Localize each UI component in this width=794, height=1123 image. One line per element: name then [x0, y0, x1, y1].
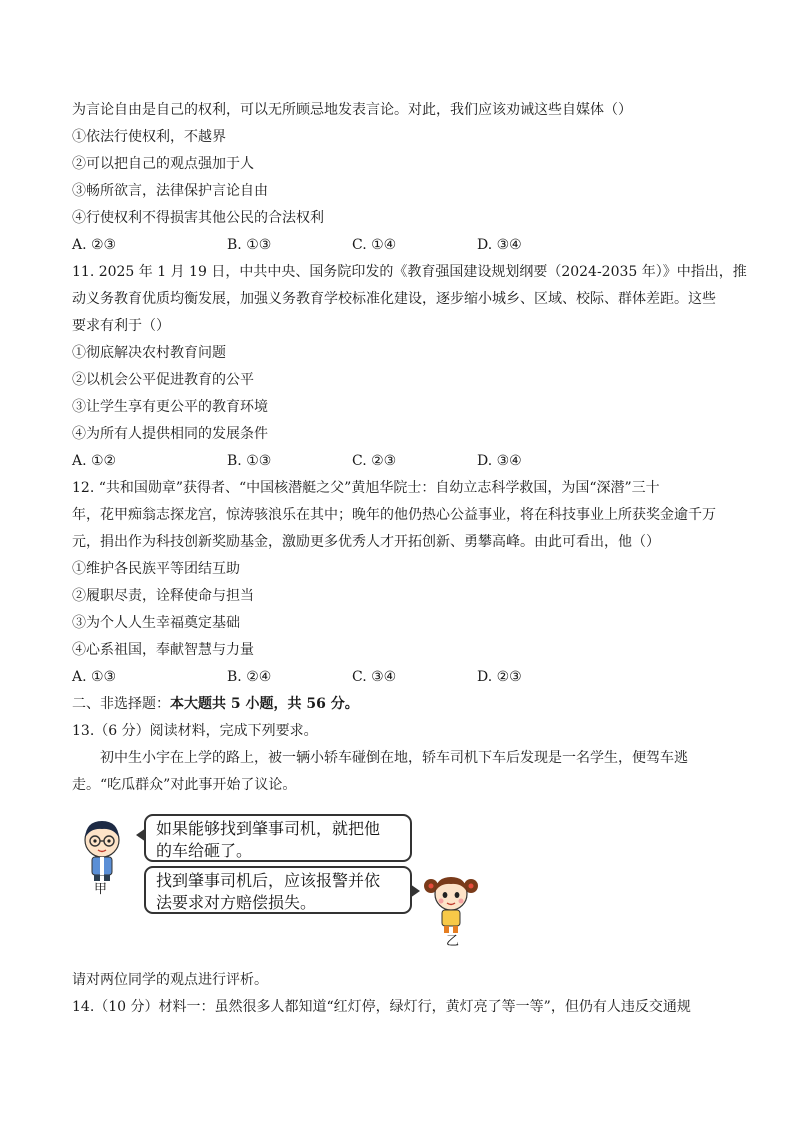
q12-option-c: C. ③④ — [352, 669, 397, 685]
q11-item-4: ④为所有人提供相同的发展条件 — [72, 426, 268, 442]
q11-item-1: ①彻底解决农村教育问题 — [72, 345, 226, 361]
q11-stem-line-1: 11. 2025 年 1 月 19 日，中共中央、国务院印发的《教育强国建设规划纲要（2024-2035 年）》中指出，推 — [72, 264, 747, 280]
q12-stem-line-1: 12. “共和国勋章”获得者、“中国核潜艇之父”黄旭华院士：自幼立志科学救国，为国“深潜”三十 — [72, 480, 660, 496]
q10-item-2: ②可以把自己的观点强加于人 — [72, 156, 254, 172]
q12-item-3: ③为个人人生幸福奠定基础 — [72, 615, 240, 631]
label-jia: 甲 — [94, 882, 108, 897]
q11-options — [72, 451, 632, 471]
q10-option-b: B. ①③ — [227, 237, 272, 253]
q13-material-line-2: 走。“吃瓜群众”对此事开始了议论。 — [72, 777, 297, 793]
bubble-yi-line-2: 法要求对方赔偿损失。 — [156, 893, 317, 912]
q11-stem-line-3: 要求有利于（） — [72, 318, 170, 334]
q12-option-b: B. ②④ — [227, 669, 272, 685]
q11-option-c: C. ②③ — [352, 453, 397, 469]
boy-avatar-icon — [78, 818, 126, 882]
q13-stem: 13.（6 分）阅读材料，完成下列要求。 — [72, 723, 318, 739]
q11-option-b: B. ①③ — [227, 453, 272, 469]
q13-illustration — [70, 808, 490, 953]
q12-stem-line-3: 元，捐出作为科技创新奖励基金，激励更多优秀人才开拓创新、勇攀高峰。由此可看出，他（） — [72, 534, 660, 550]
q10-item-4: ④行使权利不得损害其他公民的合法权利 — [72, 210, 324, 226]
q10-option-c: C. ①④ — [352, 237, 397, 253]
section-heading — [72, 694, 359, 714]
q11-option-a: A. ①② — [72, 453, 117, 469]
q12-stem-line-2: 年，花甲痴翁志探龙宫，惊涛骇浪乐在其中；晚年的他仍热心公益事业，将在科技事业上所获奖金逾千万 — [72, 507, 716, 523]
q10-option-a: A. ②③ — [72, 237, 117, 253]
q10-option-d: D. ③④ — [477, 237, 522, 253]
q11-item-2: ②以机会公平促进教育的公平 — [72, 372, 254, 388]
q12-option-a: A. ①③ — [72, 669, 117, 685]
q13-material-line-1: 初中生小宇在上学的路上，被一辆小轿车碰倒在地，轿车司机下车后发现是一名学生，便驾车逃 — [100, 750, 688, 766]
q10-options — [72, 235, 632, 255]
q12-option-d: D. ②③ — [477, 669, 522, 685]
q11-item-3: ③让学生享有更公平的教育环境 — [72, 399, 268, 415]
q12-item-1: ①维护各民族平等团结互助 — [72, 561, 240, 577]
q10-item-1: ①依法行使权利，不越界 — [72, 129, 226, 145]
q14-stem: 14.（10 分）材料一：虽然很多人都知道“红灯停，绿灯行，黄灯亮了等一等”，但仍有人违反交通规 — [72, 999, 691, 1015]
q13-prompt: 请对两位同学的观点进行评析。 — [72, 972, 268, 988]
q12-item-4: ④心系祖国，奉献智慧与力量 — [72, 642, 254, 658]
q10-stem: 为言论自由是自己的权利，可以无所顾忌地发表言论。对此，我们应该劝诫这些自媒体（） — [72, 102, 632, 118]
section-heading-prefix: 二、非选择题： — [72, 696, 170, 712]
label-yi: 乙 — [446, 934, 460, 949]
q11-stem-line-2: 动义务教育优质均衡发展，加强义务教育学校标准化建设，逐步缩小城乡、区域、校际、群体差距。这些 — [72, 291, 716, 307]
q11-option-d: D. ③④ — [477, 453, 522, 469]
q10-item-3: ③畅所欲言，法律保护言论自由 — [72, 183, 268, 199]
section-heading-bold: 本大题共 5 小题，共 56 分。 — [170, 696, 359, 712]
speech-bubble-jia — [144, 814, 412, 862]
q12-item-2: ②履职尽责，诠释使命与担当 — [72, 588, 254, 604]
q12-options — [72, 667, 632, 687]
bubble-jia-line-2: 的车给砸了。 — [156, 841, 253, 860]
speech-bubble-yi — [144, 866, 412, 914]
bubble-jia-line-1: 如果能够找到肇事司机，就把他 — [156, 819, 381, 838]
bubble-yi-line-1: 找到肇事司机后，应该报警并依 — [156, 871, 381, 890]
girl-avatar-icon — [422, 870, 480, 934]
